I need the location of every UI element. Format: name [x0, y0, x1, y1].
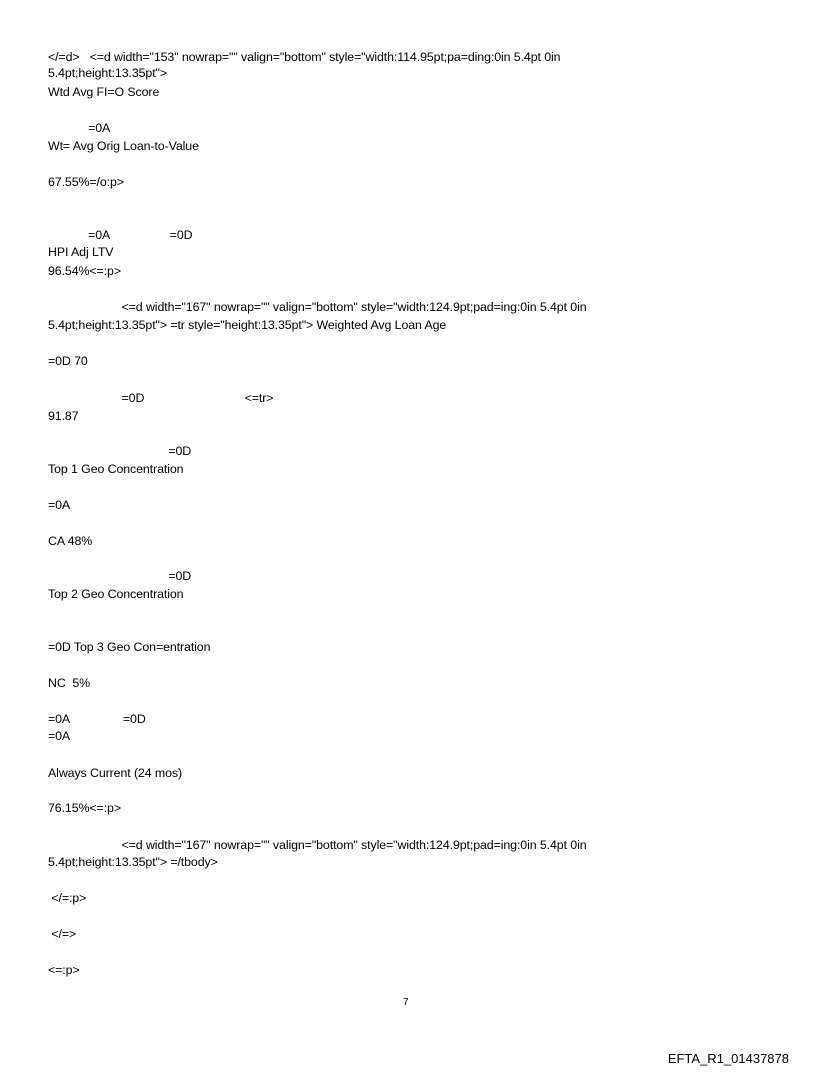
text-line: =0A =0D — [48, 228, 193, 242]
text-line: =0D <=tr> — [48, 391, 274, 405]
text-line: Always Current (24 mos) — [48, 766, 183, 780]
text-line: Wt= Avg Orig Loan-to-Value — [48, 139, 199, 153]
text-line: Wtd Avg FI=O Score — [48, 85, 160, 99]
text-line: =0D — [48, 444, 192, 458]
text-line: =0A — [48, 121, 111, 135]
document-id-footer: EFTA_R1_01437878 — [667, 1051, 789, 1066]
text-line: =0A — [48, 498, 71, 512]
text-line: </=d> <=d width="153" nowrap="" valign="bottom" style="width:114.95pt;pa=ding:0in 5.4pt 0in — [48, 50, 561, 64]
text-line: 76.15%<=:p> — [48, 801, 121, 815]
text-line: 91.87 — [48, 409, 79, 423]
page-number: 7 — [403, 997, 409, 1008]
text-line: 5.4pt;height:13.35pt"> — [48, 66, 167, 80]
text-line: </=:p> — [48, 891, 87, 905]
text-line: 67.55%=/o:p> — [48, 175, 124, 189]
text-line: =0D Top 3 Geo Con=entration — [48, 640, 211, 654]
text-line: <=d width="167" nowrap="" valign="bottom" style="width:124.9pt;pad=ing:0in 5.4pt 0in — [48, 300, 587, 314]
text-line: HPI Adj LTV — [48, 245, 114, 259]
text-line: =0A — [48, 729, 71, 743]
text-line: 5.4pt;height:13.35pt"> =tr style="height:13.35pt"> Weighted Avg Loan Age — [48, 318, 447, 332]
text-line: CA 48% — [48, 534, 93, 548]
text-line: Top 2 Geo Concentration — [48, 587, 184, 601]
text-line: </=> — [48, 927, 77, 941]
text-line: =0D 70 — [48, 354, 88, 368]
text-line: NC 5% — [48, 676, 91, 690]
text-line: =0A =0D — [48, 712, 146, 726]
text-line: <=d width="167" nowrap="" valign="bottom" style="width:124.9pt;pad=ing:0in 5.4pt 0in — [48, 838, 587, 852]
text-line: =0D — [48, 569, 192, 583]
text-line: 5.4pt;height:13.35pt"> =/tbody> — [48, 855, 218, 869]
text-line: 96.54%<=:p> — [48, 264, 121, 278]
text-line: <=:p> — [48, 963, 80, 977]
text-line: Top 1 Geo Concentration — [48, 462, 184, 476]
